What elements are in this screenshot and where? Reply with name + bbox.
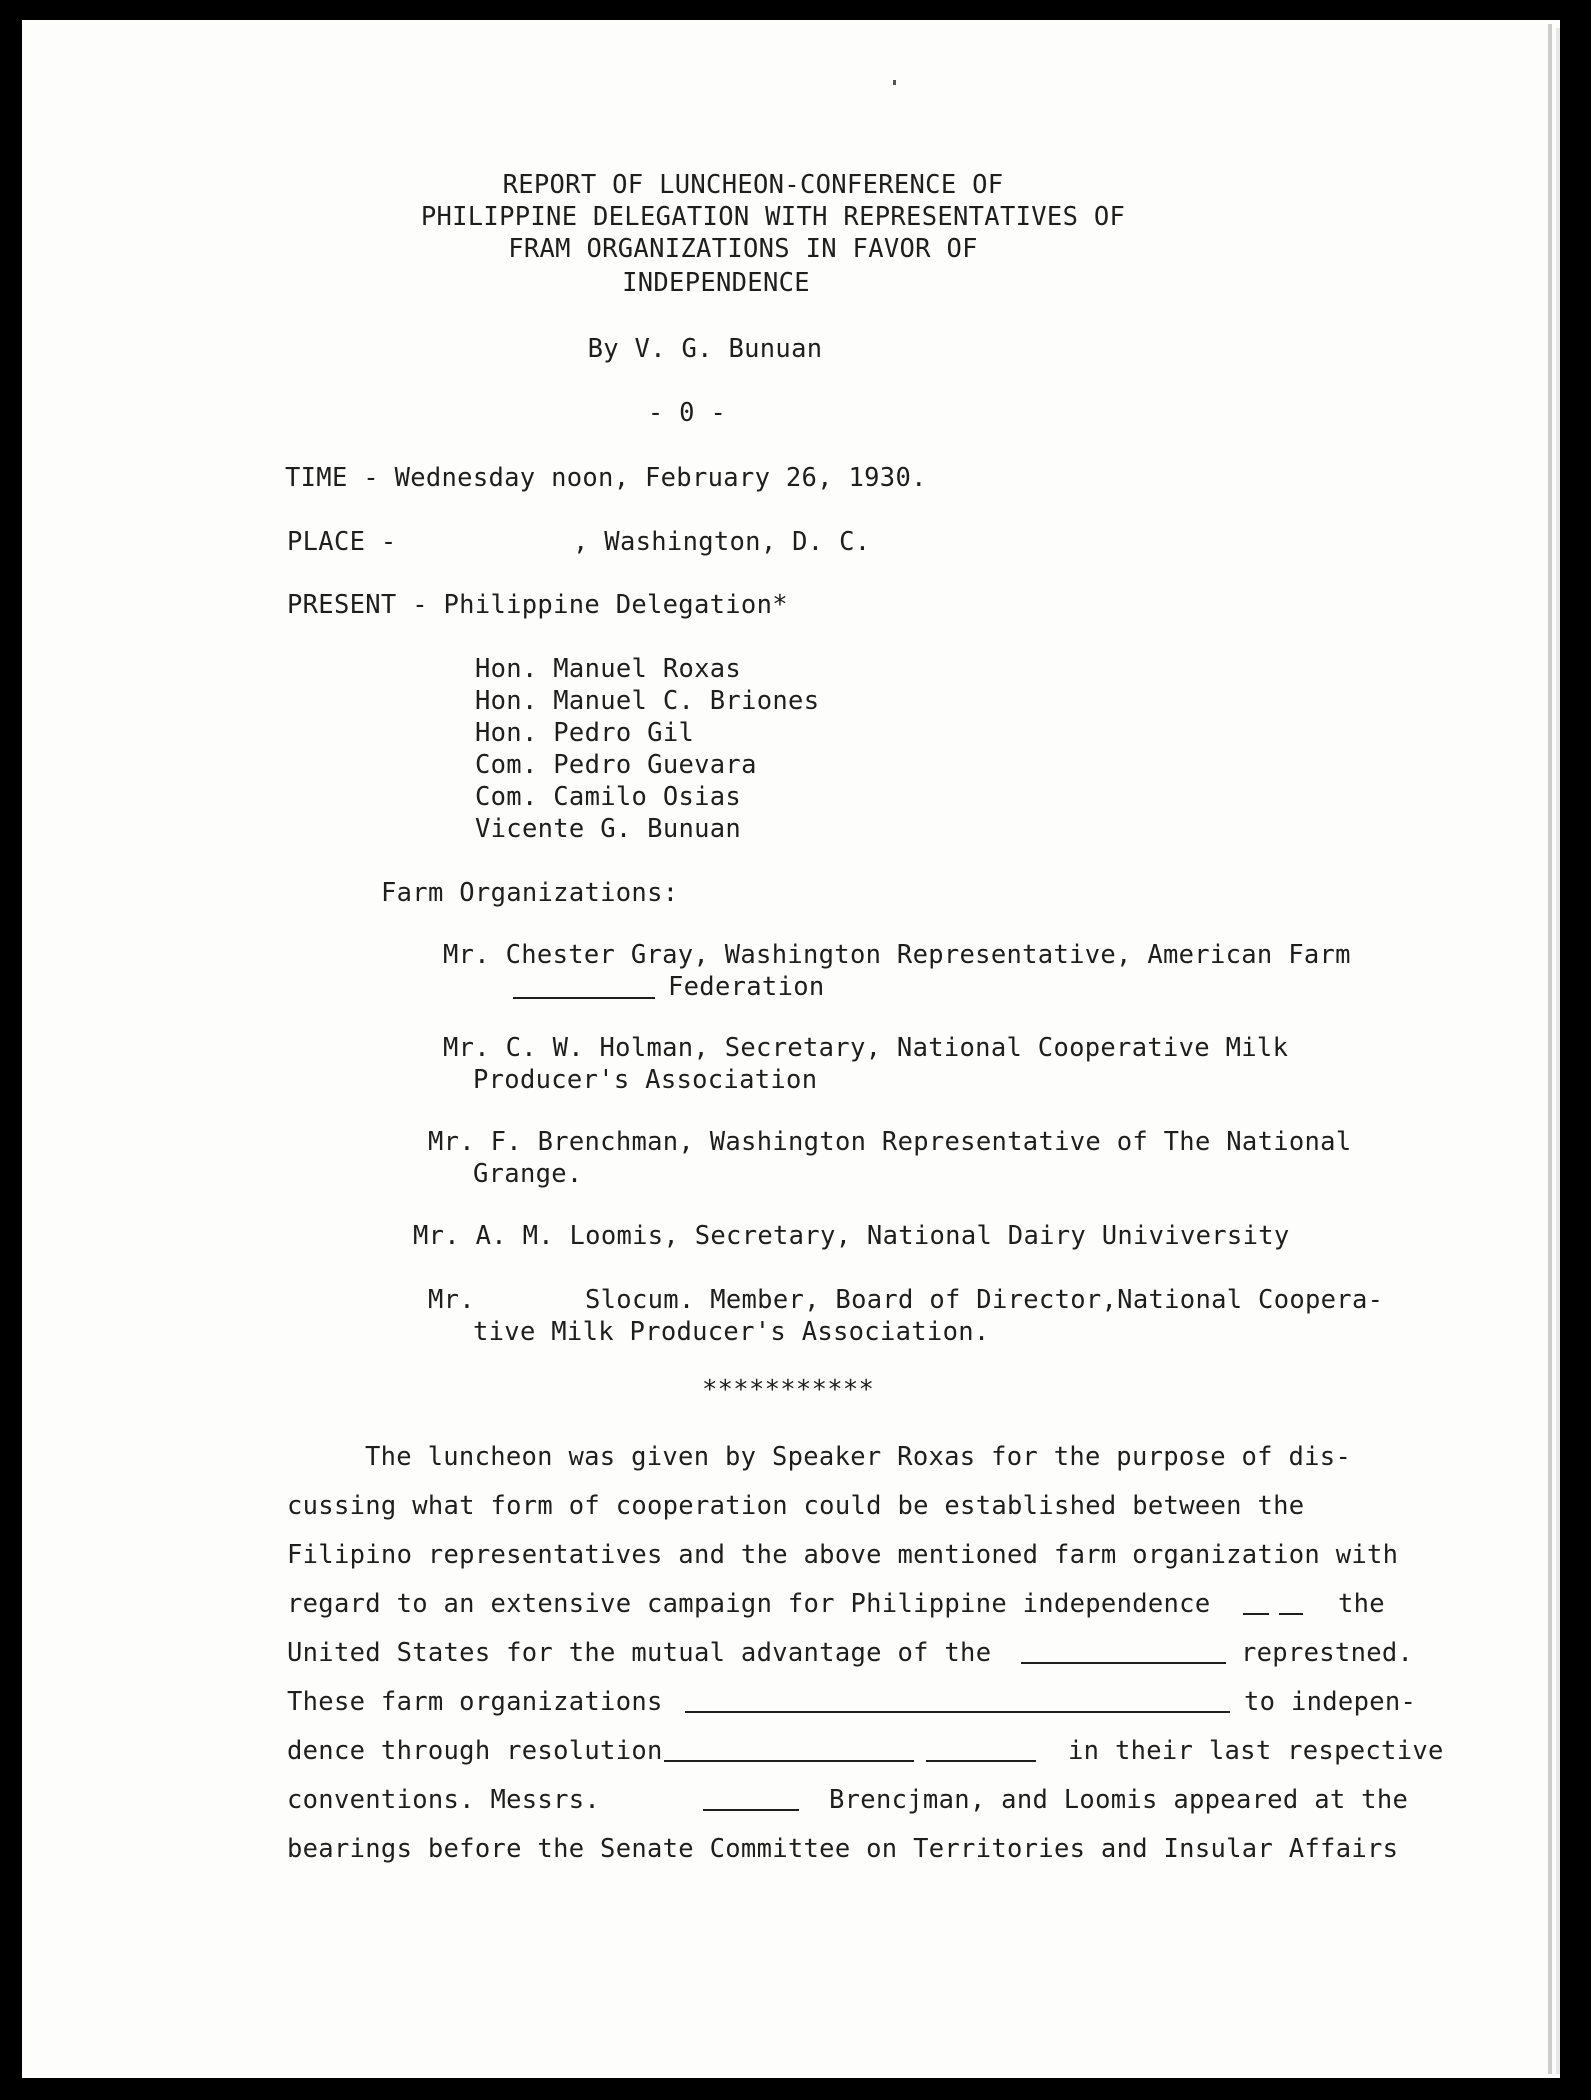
page-edge: [1548, 24, 1552, 2074]
time-line: TIME - Wednesday noon, February 26, 1930.: [285, 463, 927, 493]
present-line: PRESENT - Philippine Delegation*: [287, 590, 788, 620]
farm-member-slocum-prefix: Mr.: [428, 1285, 475, 1315]
blank-line: [513, 997, 655, 999]
blank-line: [1279, 1613, 1303, 1615]
delegate-name: Hon. Manuel Roxas: [475, 654, 742, 684]
farm-member-holman: Mr. C. W. Holman, Secretary, National Cooperative Milk: [443, 1033, 1289, 1063]
farm-member-gray-cont: Federation: [668, 972, 825, 1002]
divider: - 0 -: [647, 398, 727, 428]
place-label: PLACE -: [287, 527, 397, 557]
body-line-7b: in their last respective: [1068, 1736, 1444, 1766]
blank-line: [1021, 1662, 1226, 1664]
farm-member-gray: Mr. Chester Gray, Washington Representative, American Farm: [443, 940, 1351, 970]
blank-line: [926, 1760, 1036, 1762]
paper-speck: [893, 80, 896, 85]
title-line-4: INDEPENDENCE: [622, 268, 810, 298]
delegate-name: Hon. Manuel C. Briones: [475, 686, 820, 716]
body-line-3: Filipino representatives and the above mentioned farm organization with: [287, 1540, 1399, 1570]
body-line-7a: dence through resolution: [287, 1736, 663, 1766]
delegate-name: Vicente G. Bunuan: [475, 814, 742, 844]
body-line-8b: Brencjman, and Loomis appeared at the: [829, 1785, 1409, 1815]
delegate-name: Com. Pedro Guevara: [475, 750, 757, 780]
body-line-4b: the: [1338, 1589, 1385, 1619]
farm-member-holman-cont: Producer's Association: [473, 1065, 818, 1095]
body-line-1: The luncheon was given by Speaker Roxas for the purpose of dis-: [365, 1442, 1352, 1472]
farm-member-brenchman: Mr. F. Brenchman, Washington Representative of The National: [428, 1127, 1352, 1157]
body-line-5a: United States for the mutual advantage of the: [287, 1638, 992, 1668]
title-line-3: FRAM ORGANIZATIONS IN FAVOR OF: [508, 234, 978, 264]
delegate-name: Hon. Pedro Gil: [475, 718, 695, 748]
farm-member-slocum: Slocum. Member, Board of Director,National Coopera-: [585, 1285, 1384, 1315]
delegate-name: Com. Camilo Osias: [475, 782, 742, 812]
body-line-6b: to indepen-: [1244, 1687, 1417, 1717]
title-line-2: PHILIPPINE DELEGATION WITH REPRESENTATIVES OF: [420, 202, 1126, 232]
body-line-6a: These farm organizations: [287, 1687, 663, 1717]
body-line-5b: represtned.: [1241, 1638, 1414, 1668]
page-edge: [1556, 28, 1560, 2074]
place-value: , Washington, D. C.: [573, 527, 871, 557]
blank-line: [703, 1809, 799, 1811]
blank-line: [685, 1711, 1230, 1713]
blank-line: [1243, 1613, 1269, 1615]
separator-stars: ***********: [702, 1375, 875, 1405]
farm-organizations-heading: Farm Organizations:: [381, 878, 679, 908]
farm-member-loomis: Mr. A. M. Loomis, Secretary, National Dairy Univiversity: [413, 1221, 1290, 1251]
body-line-9: bearings before the Senate Committee on Territories and Insular Affairs: [287, 1834, 1399, 1864]
blank-line: [664, 1760, 914, 1762]
title-line-1: REPORT OF LUNCHEON-CONFERENCE OF: [502, 170, 1004, 200]
body-line-8a: conventions. Messrs.: [287, 1785, 601, 1815]
byline: By V. G. Bunuan: [587, 334, 823, 364]
farm-member-slocum-cont: tive Milk Producer's Association.: [473, 1317, 990, 1347]
body-line-2: cussing what form of cooperation could be established between the: [287, 1491, 1305, 1521]
farm-member-brenchman-cont: Grange.: [473, 1159, 583, 1189]
body-line-4a: regard to an extensive campaign for Philippine independence: [287, 1589, 1211, 1619]
